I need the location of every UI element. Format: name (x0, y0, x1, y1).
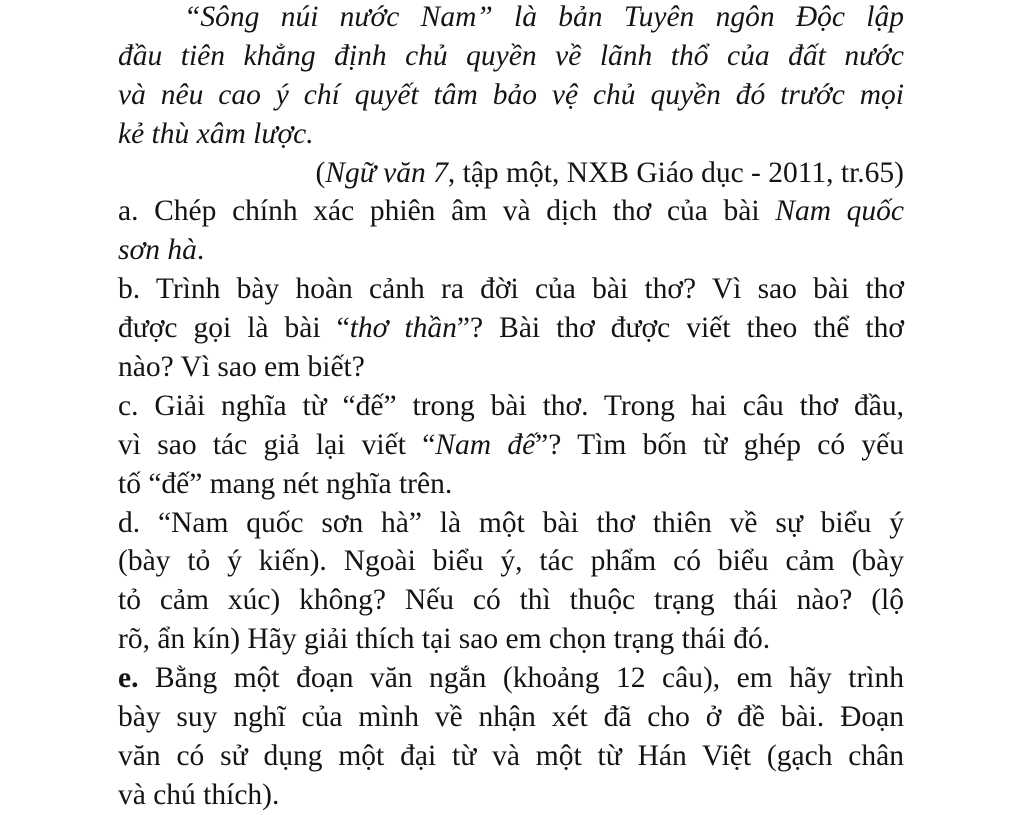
question-d-line-2: (bày tỏ ý kiến). Ngoài biểu ý, tác phẩm có biểu cảm (bày (118, 545, 904, 578)
question-c-line-2 (118, 426, 904, 465)
question-c-italic: Nam đế (435, 428, 536, 461)
question-b-line-2 (118, 309, 904, 348)
citation (118, 154, 904, 193)
question-a-line-1 (118, 192, 904, 231)
question-b-italic: thơ thần (349, 312, 457, 345)
question-a-title-part-1: Nam quốc (775, 195, 905, 228)
citation-open: ( (315, 156, 326, 189)
citation-rest: , tập một, NXB Giáo dục - 2011, tr.65) (447, 156, 904, 189)
question-b-line-1: b. Trình bày hoàn cảnh ra đời của bài thơ? Vì sao bài thơ (118, 273, 904, 306)
question-e-line-1 (118, 659, 904, 698)
question-d (118, 504, 904, 660)
intro-line-2: đầu tiên khẳng định chủ quyền về lãnh thổ của đất nước (118, 39, 904, 72)
question-b-text-a: được gọi là bài “ (118, 312, 350, 345)
question-c (118, 387, 904, 504)
intro-paragraph (118, 0, 904, 154)
question-d-line-1: d. “Nam quốc sơn hà” là một bài thơ thiên về sự biểu ý (118, 506, 904, 539)
question-a (118, 192, 904, 270)
question-e-text: Bằng một đoạn văn ngắn (khoảng 12 câu), em hãy trình (138, 662, 904, 695)
question-e (118, 659, 904, 815)
question-a-title-part-2: sơn hà (118, 234, 197, 267)
question-d-line-4: rõ, ẩn kín) Hãy giải thích tại sao em chọn trạng thái đó. (118, 623, 771, 656)
question-a-line-2 (118, 231, 904, 270)
question-d-line-3: tỏ cảm xúc) không? Nếu có thì thuộc trạng thái nào? (lộ (118, 584, 904, 617)
citation-book: Ngữ văn 7 (325, 156, 448, 189)
document-page (118, 0, 904, 815)
intro-line-3: và nêu cao ý chí quyết tâm bảo vệ chủ quyền đó trước mọi (118, 78, 904, 111)
question-a-period: . (196, 234, 205, 267)
question-b-line-3: nào? Vì sao em biết? (118, 351, 365, 384)
intro-line-1: “Sông núi nước Nam” là bản Tuyên ngôn Độc lập (184, 1, 904, 33)
intro-line-4: kẻ thù xâm lược. (118, 117, 314, 150)
question-e-line-3: văn có sử dụng một đại từ và một từ Hán Việt (gạch chân (118, 739, 904, 772)
question-b-text-b: ”? Bài thơ được viết theo thể thơ (456, 312, 904, 345)
question-c-line-1: c. Giải nghĩa từ “đế” trong bài thơ. Trong hai câu thơ đầu, (118, 389, 904, 422)
question-b (118, 270, 904, 387)
question-e-line-2: bày suy nghĩ của mình về nhận xét đã cho ở đề bài. Đoạn (118, 701, 904, 734)
question-c-text-b: ”? Tìm bốn từ ghép có yếu (535, 428, 904, 461)
question-a-text: a. Chép chính xác phiên âm và dịch thơ của bài (118, 195, 776, 228)
question-c-text-a: vì sao tác giả lại viết “ (118, 428, 436, 461)
question-c-line-3: tố “đế” mang nét nghĩa trên. (118, 467, 453, 500)
question-e-label: e. (118, 662, 139, 695)
question-e-line-4: và chú thích). (118, 778, 280, 811)
